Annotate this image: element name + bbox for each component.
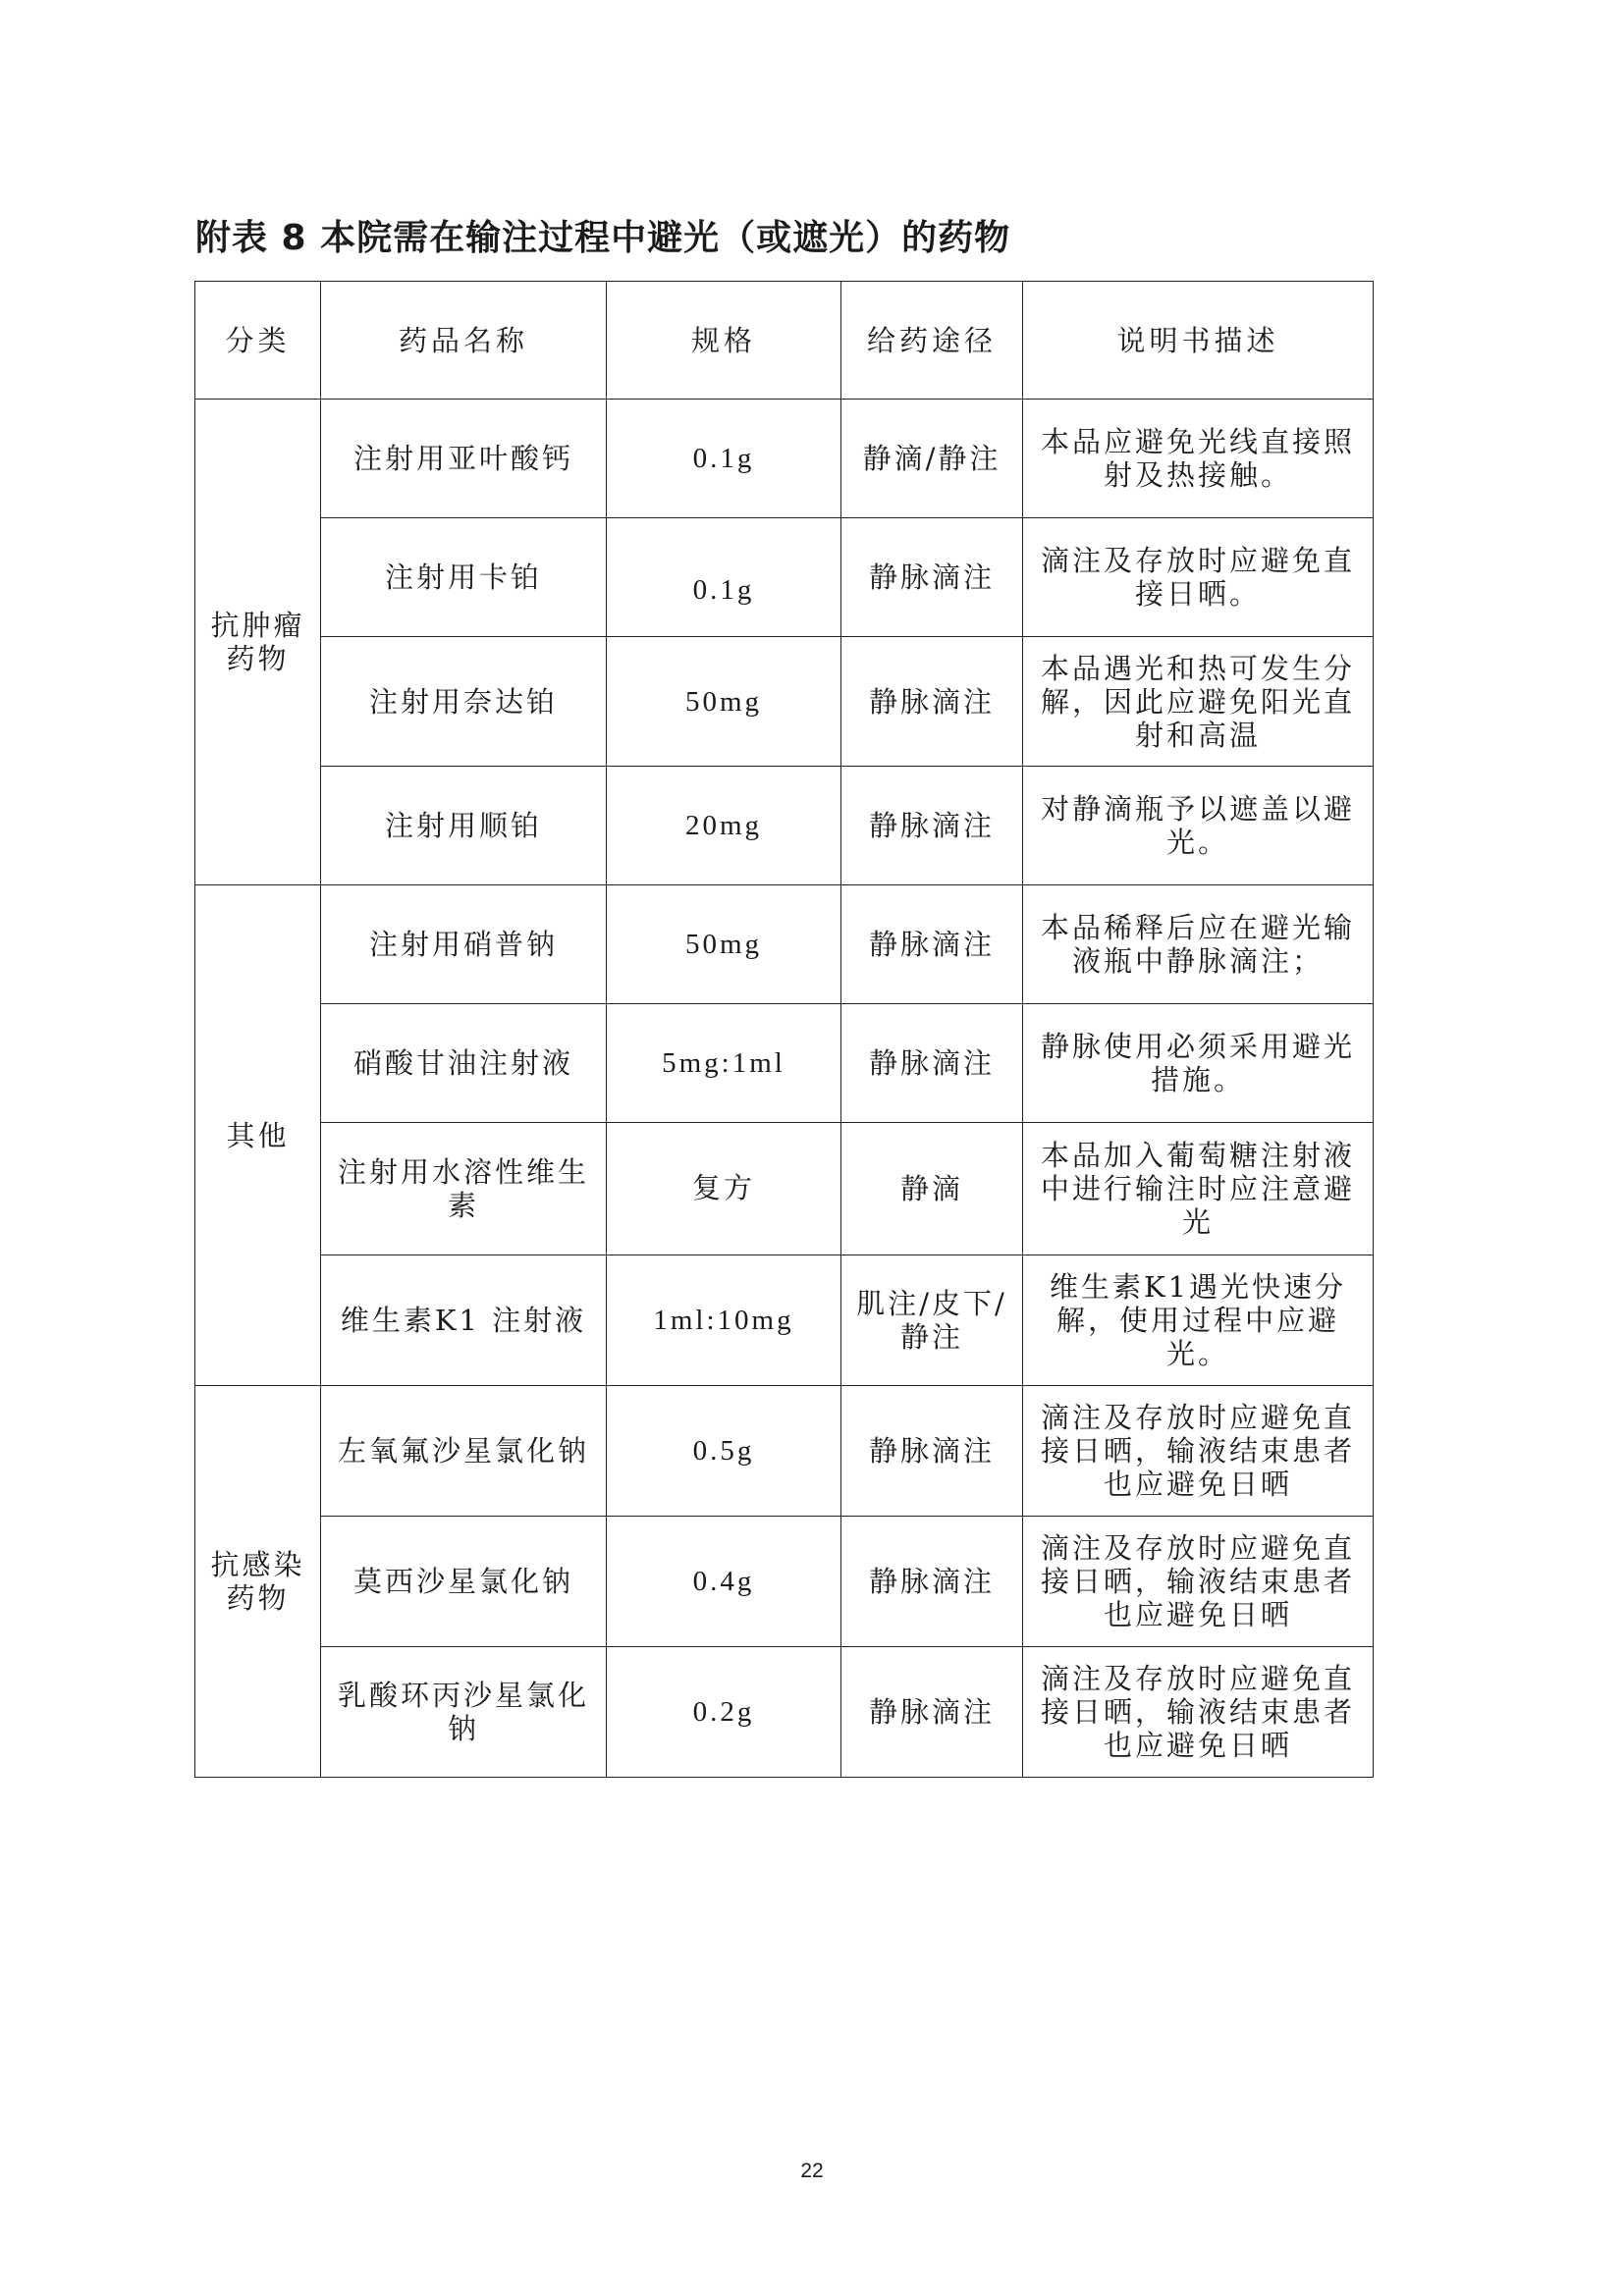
table-header-row: [195, 282, 1374, 400]
spec-cell: 50mg: [607, 885, 841, 1004]
description-cell: 滴注及存放时应避免直接日晒，输液结束患者也应避免日晒: [1023, 1386, 1374, 1517]
spec-cell: 0.4g: [607, 1517, 841, 1647]
table-row: [195, 1517, 1374, 1647]
table-row: [195, 1255, 1374, 1386]
spec-cell: 0.2g: [607, 1647, 841, 1778]
description-cell: 滴注及存放时应避免直接日晒，输液结束患者也应避免日晒: [1023, 1517, 1374, 1647]
spec-cell: 20mg: [607, 767, 841, 885]
spec-cell: 复方: [607, 1123, 841, 1255]
table-row: [195, 1123, 1374, 1255]
category-cell: 抗肿瘤药物: [195, 400, 321, 885]
page-title: 附表 8 本院需在输注过程中避光（或遮光）的药物: [195, 218, 1011, 258]
route-cell: 静脉滴注: [841, 518, 1023, 637]
description-cell: 静脉使用必须采用避光措施。: [1023, 1004, 1374, 1123]
spec-cell: 0.5g: [607, 1386, 841, 1517]
spec-cell: 1ml:10mg: [607, 1255, 841, 1386]
description-cell: 滴注及存放时应避免直接日晒，输液结束患者也应避免日晒: [1023, 1647, 1374, 1778]
table-row: [195, 885, 1374, 1004]
table-row: [195, 1386, 1374, 1517]
route-cell: 静滴: [841, 1123, 1023, 1255]
spec-cell: 0.1g: [607, 518, 841, 637]
drug-name-cell: 注射用顺铂: [321, 767, 607, 885]
drug-name-cell: 硝酸甘油注射液: [321, 1004, 607, 1123]
page-number: 22: [800, 2160, 824, 2182]
description-cell: 本品稀释后应在避光输液瓶中静脉滴注；: [1023, 885, 1374, 1004]
table-row: [195, 1647, 1374, 1778]
description-cell: 维生素K1遇光快速分解，使用过程中应避光。: [1023, 1255, 1374, 1386]
drug-name-cell: 注射用硝普钠: [321, 885, 607, 1004]
route-cell: 静滴/静注: [841, 400, 1023, 518]
description-cell: 本品加入葡萄糖注射液中进行输注时应注意避光: [1023, 1123, 1374, 1255]
drug-name-cell: 维生素K1 注射液: [321, 1255, 607, 1386]
drug-name-cell: 注射用水溶性维生素: [321, 1123, 607, 1255]
route-cell: 静脉滴注: [841, 637, 1023, 767]
table-row: [195, 518, 1374, 637]
route-cell: 静脉滴注: [841, 885, 1023, 1004]
route-cell: 静脉滴注: [841, 1647, 1023, 1778]
description-cell: 对静滴瓶予以遮盖以避光。: [1023, 767, 1374, 885]
description-cell: 滴注及存放时应避免直接日晒。: [1023, 518, 1374, 637]
spec-cell: 0.1g: [607, 400, 841, 518]
route-cell: 静脉滴注: [841, 767, 1023, 885]
description-cell: 本品遇光和热可发生分解，因此应避免阳光直射和高温: [1023, 637, 1374, 767]
drug-name-cell: 莫西沙星氯化钠: [321, 1517, 607, 1647]
drug-name-cell: 乳酸环丙沙星氯化钠: [321, 1647, 607, 1778]
header-drug-name: 药品名称: [321, 282, 607, 400]
drug-name-cell: 左氧氟沙星氯化钠: [321, 1386, 607, 1517]
drug-name-cell: 注射用卡铂: [321, 518, 607, 637]
category-cell: 抗感染药物: [195, 1386, 321, 1778]
header-route: 给药途径: [841, 282, 1023, 400]
route-cell: 静脉滴注: [841, 1004, 1023, 1123]
route-cell: 肌注/皮下/静注: [841, 1255, 1023, 1386]
header-spec: 规格: [607, 282, 841, 400]
description-cell: 本品应避免光线直接照射及热接触。: [1023, 400, 1374, 518]
table-row: [195, 767, 1374, 885]
table-row: [195, 400, 1374, 518]
header-description: 说明书描述: [1023, 282, 1374, 400]
table-row: [195, 1004, 1374, 1123]
drug-name-cell: 注射用亚叶酸钙: [321, 400, 607, 518]
route-cell: 静脉滴注: [841, 1386, 1023, 1517]
drug-table: [194, 281, 1374, 1778]
category-cell: 其他: [195, 885, 321, 1386]
spec-cell: 5mg:1ml: [607, 1004, 841, 1123]
table-row: [195, 637, 1374, 767]
header-category: 分类: [195, 282, 321, 400]
route-cell: 静脉滴注: [841, 1517, 1023, 1647]
spec-cell: 50mg: [607, 637, 841, 767]
drug-name-cell: 注射用奈达铂: [321, 637, 607, 767]
